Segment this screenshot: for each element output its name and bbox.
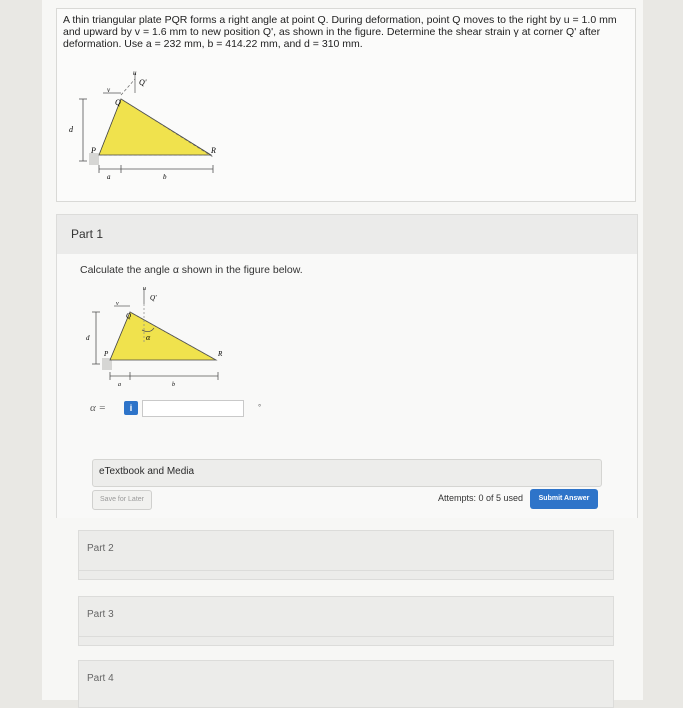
part4-header[interactable] bbox=[78, 660, 614, 708]
etextbook-label: eTextbook and Media bbox=[99, 466, 195, 477]
fig-label-u: u bbox=[133, 69, 137, 77]
part1-header[interactable] bbox=[56, 214, 638, 256]
problem-card bbox=[56, 8, 636, 202]
part1-instruction: Calculate the angle α shown in the figure below. bbox=[80, 264, 303, 276]
save-for-later-button[interactable]: Save for Later bbox=[92, 490, 152, 510]
part3-title: Part 3 bbox=[87, 609, 114, 620]
problem-statement: A thin triangular plate PQR forms a right angle at point Q. During deformation, point Q moves to the right by u = 1.0 mm and upward by v = 1.6 mm to new position Q', as shown in the figure. Determine the shear strain γ at corner Q' after deformation. Use a = 232 mm, b = 414.22 mm, and d = 310 mm. bbox=[63, 14, 617, 50]
triangle-plate bbox=[99, 99, 211, 155]
part1-title: Part 1 bbox=[71, 227, 104, 241]
fig2-label-a: a bbox=[118, 382, 121, 388]
fig-label-v: v bbox=[107, 86, 111, 94]
alpha-answer-input[interactable] bbox=[142, 400, 244, 417]
degree-unit: ° bbox=[258, 403, 262, 412]
part2-title: Part 2 bbox=[87, 543, 114, 554]
fig2-label-q: Q bbox=[126, 312, 132, 320]
fig2-label-d: d bbox=[86, 334, 90, 342]
fig-label-p: P bbox=[91, 146, 96, 155]
part1-figure bbox=[84, 282, 244, 390]
fig2-label-v: v bbox=[116, 301, 119, 307]
alpha-label: α = bbox=[90, 402, 106, 414]
info-icon[interactable]: i bbox=[124, 401, 138, 415]
fig-label-d: d bbox=[69, 125, 73, 134]
part3-strip bbox=[78, 636, 614, 646]
fig-label-qprime: Q' bbox=[139, 78, 147, 87]
submit-answer-button[interactable]: Submit Answer bbox=[530, 489, 598, 509]
fig2-label-alpha: α bbox=[146, 333, 151, 342]
fig2-label-r: R bbox=[218, 350, 223, 358]
fig2-label-p: P bbox=[104, 350, 109, 358]
fig-label-q: Q bbox=[115, 98, 121, 107]
fig2-label-b: b bbox=[172, 382, 175, 388]
fig-label-r: R bbox=[211, 146, 216, 155]
part4-title: Part 4 bbox=[87, 673, 114, 684]
problem-figure bbox=[63, 65, 243, 187]
fig2-label-qprime: Q' bbox=[150, 294, 157, 302]
fig-label-a: a bbox=[107, 173, 111, 181]
part2-strip bbox=[78, 570, 614, 580]
etextbook-media-bar[interactable] bbox=[92, 459, 602, 487]
attempts-counter: Attempts: 0 of 5 used bbox=[438, 493, 524, 503]
fig-label-b: b bbox=[163, 173, 167, 181]
fig2-label-u: u bbox=[143, 286, 146, 292]
